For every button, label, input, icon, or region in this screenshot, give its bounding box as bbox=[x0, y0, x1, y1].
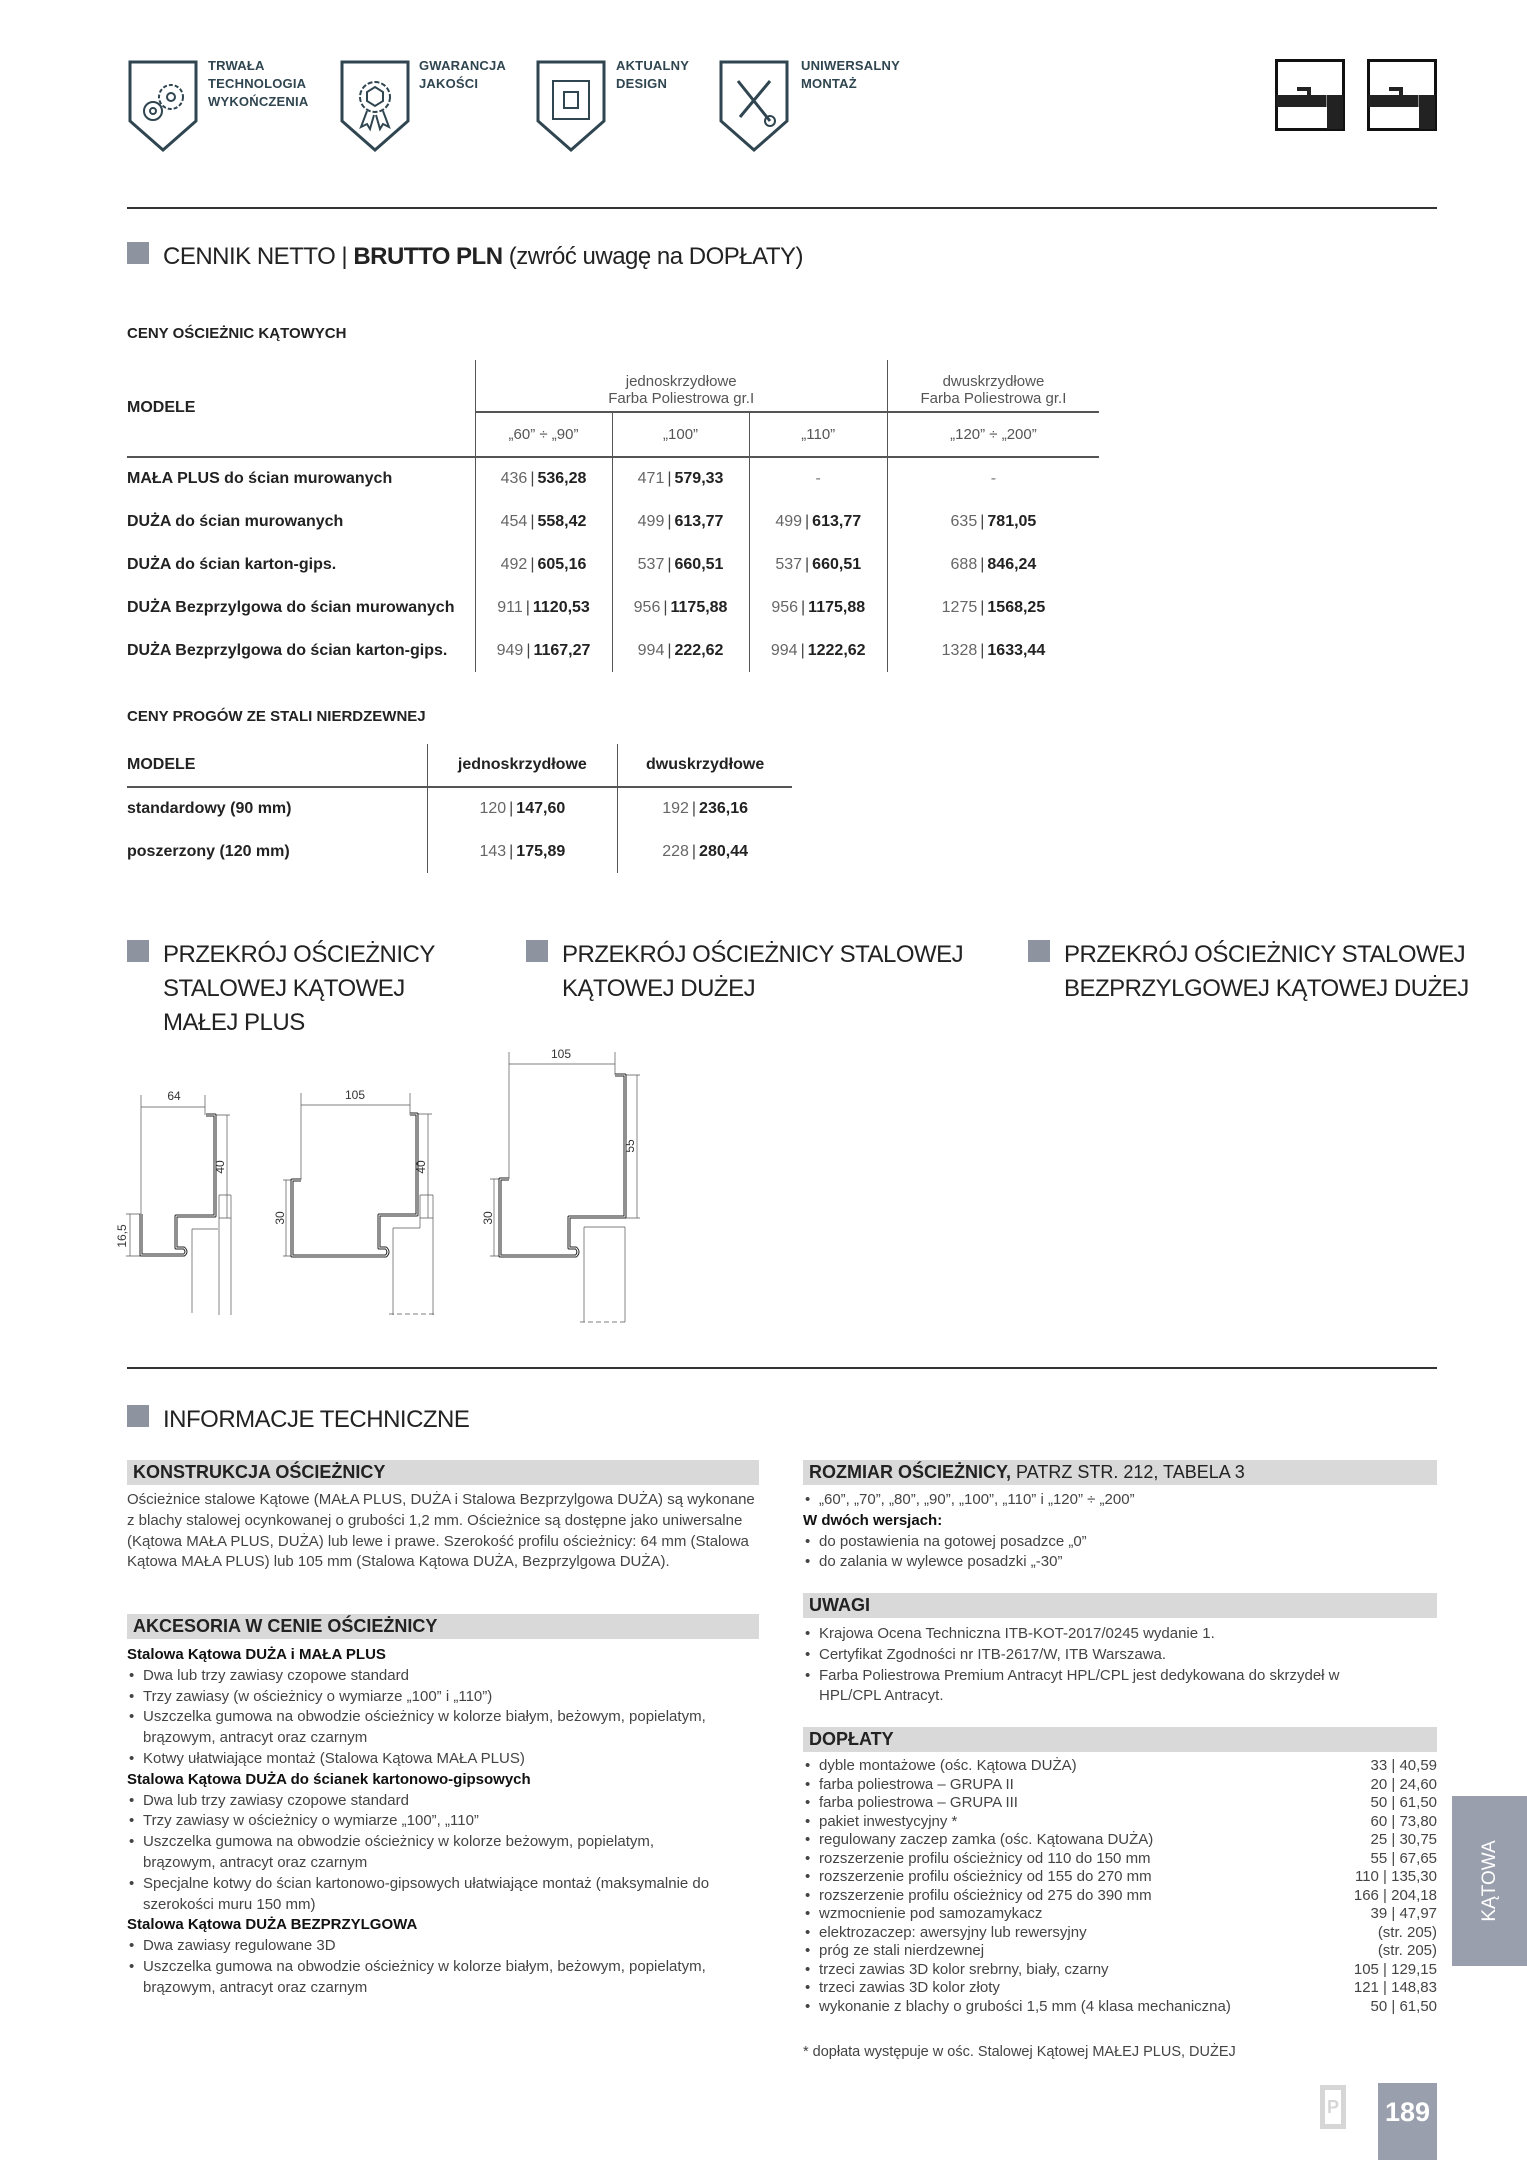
net-price: 120 bbox=[479, 800, 507, 817]
net-price: 956 bbox=[771, 598, 799, 616]
column-header-size: „120” ÷ „200” bbox=[887, 412, 1099, 457]
table-row bbox=[127, 543, 1099, 586]
surcharge-label: • elektrozaczep: awersyjny lub rewersyjny bbox=[819, 1923, 1087, 1941]
surcharge-price: 50 | 61,50 bbox=[1370, 1997, 1437, 2015]
surcharge-row bbox=[803, 1961, 1437, 1980]
surcharge-row bbox=[803, 1924, 1437, 1943]
separator: | bbox=[525, 598, 530, 616]
table-header-row bbox=[127, 744, 792, 787]
gross-price: 1568,25 bbox=[987, 598, 1046, 616]
konstrukcja-header: KONSTRUKCJA OŚCIEŻNICY bbox=[127, 1460, 759, 1485]
konstrukcja-text: Ościeżnice stalowe Kątowe (MAŁA PLUS, DUŻA i Stalowa Bezprzylgowa DUŻA) są wykonane z blachy stalowej ocynkowanej o grubości 1,2 mm. Ościeżnice są dostępne jako uniwersalne (Kątowa MAŁA PLUS, DUŻA) lub lewe i prawe. Szerokość profilu ościeżnicy: 64 mm (Stalowa Kątowa MAŁA PLUS) lub 105 mm (Stalowa Kątowa DUŻA, Bezprzylgowa DUŻA). bbox=[127, 1491, 755, 1571]
surcharge-label: • rozszerzenie profilu ościeżnicy od 275 do 390 mm bbox=[819, 1886, 1152, 1904]
chip-icon bbox=[535, 59, 607, 153]
gross-price: 1120,53 bbox=[532, 598, 590, 616]
dim-width-label: 105 bbox=[344, 1088, 366, 1102]
footnote: * dopłata występuje w ośc. Stalowej Kątowej MAŁEJ PLUS, DUŻEJ bbox=[803, 2044, 1236, 2060]
doplaty-list bbox=[803, 1757, 1437, 2016]
surcharge-price: (str. 205) bbox=[1377, 1923, 1437, 1941]
gross-price: 280,44 bbox=[699, 842, 748, 860]
divider bbox=[127, 207, 1437, 209]
group-heading: Stalowa Kątowa DUŻA i MAŁA PLUS bbox=[127, 1646, 386, 1663]
net-price: 1275 bbox=[941, 598, 978, 616]
separator: | bbox=[980, 598, 985, 616]
list-item: • Dwa lub trzy zawiasy czopowe standard bbox=[127, 1666, 727, 1687]
list-item: • Dwa zawiasy regulowane 3D bbox=[127, 1936, 727, 1957]
gears-icon bbox=[127, 59, 199, 153]
separator: | bbox=[980, 555, 985, 573]
surcharge-label: • trzeci zawias 3D kolor srebrny, biały, czarny bbox=[819, 1960, 1109, 1978]
surcharge-label: • pakiet inwestycyjny * bbox=[819, 1812, 958, 1830]
dim-height-label: 55 bbox=[623, 1139, 637, 1153]
price-cell bbox=[475, 500, 612, 543]
versions-heading: W dwóch wersjach: bbox=[803, 1511, 943, 1529]
column-header-size: „100” bbox=[612, 412, 749, 457]
dim-step-label: 16,5 bbox=[115, 1224, 129, 1248]
tech-info-title: INFORMACJE TECHNICZNE bbox=[127, 1403, 469, 1437]
tools-icon bbox=[718, 59, 790, 153]
surcharge-row bbox=[803, 1850, 1437, 1869]
price-cell bbox=[887, 543, 1099, 586]
gross-price: 846,24 bbox=[987, 555, 1037, 573]
separator: | bbox=[691, 842, 697, 860]
surcharge-label: • farba poliestrowa – GRUPA III bbox=[819, 1794, 1018, 1811]
gross-price: 613,77 bbox=[812, 512, 862, 530]
quality-badge-icon bbox=[339, 59, 411, 153]
surcharge-row bbox=[803, 1905, 1437, 1924]
separator: | bbox=[530, 470, 535, 487]
list-item: • Certyfikat Zgodności nr ITB-2617/W, ITB Warszawa. bbox=[803, 1645, 1403, 1666]
price-cell bbox=[749, 500, 887, 543]
list-item: • Farba Poliestrowa Premium Antracyt HPL/CPL jest dedykowana do skrzydeł w HPL/CPL Antracyt. bbox=[803, 1666, 1403, 1708]
surcharge-row bbox=[803, 1813, 1437, 1832]
gross-price: 1175,88 bbox=[670, 598, 728, 616]
dim-width-label: 105 bbox=[550, 1047, 572, 1061]
price-cell bbox=[475, 457, 612, 500]
surcharge-price: 110 | 135,30 bbox=[1354, 1868, 1437, 1885]
surcharge-price: 33 | 40,59 bbox=[1370, 1757, 1437, 1774]
separator: | bbox=[800, 641, 805, 659]
separator: | bbox=[530, 555, 535, 573]
list-item: • Uszczelka gumowa na obwodzie ościeżnicy w kolorze białym, beżowym, popielatym, brązowym, antracyt oraz czarnym bbox=[127, 1957, 727, 1999]
table-row bbox=[127, 629, 1099, 672]
gross-price: 613,77 bbox=[674, 512, 724, 530]
uwagi-header: UWAGI bbox=[803, 1593, 1437, 1618]
thresholds-table-caption: CENY PROGÓW ZE STALI NIERDZEWNEJ bbox=[127, 708, 426, 725]
surcharge-price: 121 | 148,83 bbox=[1353, 1979, 1437, 1996]
list-item: • Uszczelka gumowa na obwodzie ościeżnicy w kolorze beżowym, popielatym, brązowym, antracyt oraz czarnym bbox=[127, 1832, 727, 1874]
column-header: MODELE bbox=[127, 744, 427, 787]
surcharge-row bbox=[803, 1757, 1437, 1776]
price-cell: - bbox=[749, 457, 887, 500]
separator: | bbox=[805, 555, 810, 573]
list-item: • Specjalne kotwy do ścian kartonowo-gipsowych ułatwiające montaż (maksymalnie do szerokości muru 150 mm) bbox=[127, 1874, 727, 1916]
net-price: 499 bbox=[775, 512, 803, 530]
separator: | bbox=[667, 470, 672, 487]
column-header-size: „60” ÷ „90” bbox=[475, 412, 612, 457]
table-row bbox=[127, 586, 1099, 629]
model-name: standardowy (90 mm) bbox=[127, 800, 292, 817]
feature-label: TRWAŁA TECHNOLOGIA WYKOŃCZENIA bbox=[208, 58, 309, 109]
surcharge-price: 105 | 129,15 bbox=[1353, 1960, 1437, 1978]
separator: | bbox=[509, 800, 514, 817]
surcharge-price: 25 | 30,75 bbox=[1370, 1831, 1437, 1848]
net-price: 688 bbox=[950, 555, 978, 573]
page-number: 189 bbox=[1378, 2083, 1437, 2160]
surcharge-row bbox=[803, 1998, 1437, 2017]
surcharge-label: • regulowany zaczep zamka (ośc. Kątowana DUŻA) bbox=[819, 1831, 1154, 1848]
surcharge-price: 166 | 204,18 bbox=[1353, 1886, 1437, 1904]
model-name: DUŻA do ścian karton-gips. bbox=[127, 555, 337, 573]
net-price: 635 bbox=[950, 512, 978, 530]
surcharge-price: 55 | 67,65 bbox=[1370, 1849, 1437, 1867]
surcharge-label: • próg ze stali nierdzewnej bbox=[819, 1942, 985, 1959]
table-header-row bbox=[127, 360, 1099, 412]
net-price: 537 bbox=[775, 555, 803, 573]
section-tab-label: KĄTOWA bbox=[1478, 1840, 1500, 1922]
separator: | bbox=[663, 598, 668, 616]
group-heading: Stalowa Kątowa DUŻA do ścianek kartonowo-gipsowych bbox=[127, 1770, 531, 1788]
price-cell bbox=[749, 629, 887, 672]
gross-price: 605,16 bbox=[537, 555, 587, 573]
section-title-mala-plus: PRZEKRÓJ OŚCIEŻNICY STALOWEJ KĄTOWEJ MAŁEJ PLUS bbox=[127, 938, 435, 1040]
feature-label: AKTUALNY DESIGN bbox=[616, 58, 690, 91]
price-cell bbox=[612, 500, 749, 543]
column-header-size: „110” bbox=[749, 412, 887, 457]
price-cell bbox=[887, 629, 1099, 672]
price-cell bbox=[749, 543, 887, 586]
net-price: 949 bbox=[496, 641, 524, 659]
price-list-title: CENNIK NETTO | BRUTTO PLN (zwróć uwagę na DOPŁATY) bbox=[127, 240, 803, 274]
gross-price: 236,16 bbox=[699, 800, 748, 817]
dim-height-label: 40 bbox=[213, 1160, 227, 1174]
net-price: 192 bbox=[662, 800, 689, 817]
separator: | bbox=[530, 512, 535, 530]
square-marker bbox=[127, 242, 149, 264]
price-cell bbox=[475, 629, 612, 672]
surcharge-price: 20 | 24,60 bbox=[1370, 1775, 1437, 1793]
price-cell bbox=[612, 457, 749, 500]
gross-price: 1222,62 bbox=[807, 641, 866, 659]
net-price: 499 bbox=[637, 512, 665, 530]
table-row bbox=[127, 830, 792, 873]
net-price: 994 bbox=[637, 641, 665, 659]
section-tab-katowa[interactable] bbox=[1452, 1796, 1527, 1966]
net-price: 956 bbox=[633, 598, 661, 616]
column-header: dwuskrzydłowe bbox=[618, 744, 792, 787]
list-item: • Kotwy ułatwiające montaż (Stalowa Kątowa MAŁA PLUS) bbox=[127, 1749, 727, 1770]
surcharge-row bbox=[803, 1831, 1437, 1850]
list-item: • Dwa lub trzy zawiasy czopowe standard bbox=[127, 1791, 727, 1812]
list-item: • do postawienia na gotowej posadzce „0” bbox=[803, 1532, 1437, 1553]
frames-price-table bbox=[127, 360, 1099, 672]
gross-price: 558,42 bbox=[537, 512, 587, 530]
separator: | bbox=[801, 598, 806, 616]
separator: | bbox=[526, 641, 531, 659]
list-item: • Uszczelka gumowa na obwodzie ościeżnicy w kolorze białym, beżowym, popielatym, brązowym, antracyt oraz czarnym bbox=[127, 1707, 727, 1749]
model-name: MAŁA PLUS do ścian murowanych bbox=[127, 470, 393, 487]
gross-price: 147,60 bbox=[516, 800, 566, 817]
net-price: 471 bbox=[637, 470, 665, 487]
column-header: jednoskrzydłowe bbox=[427, 744, 618, 787]
gross-price: 579,33 bbox=[674, 470, 724, 487]
net-price: 492 bbox=[500, 555, 528, 573]
net-price: 1328 bbox=[941, 641, 978, 659]
dim-step-label: 30 bbox=[273, 1211, 287, 1225]
net-price: 454 bbox=[500, 512, 528, 530]
surcharge-label: • rozszerzenie profilu ościeżnicy od 155 do 270 mm bbox=[819, 1868, 1152, 1885]
price-cell bbox=[749, 586, 887, 629]
feature-label: UNIWERSALNY MONTAŻ bbox=[801, 58, 900, 91]
cross-section-drawings bbox=[115, 1040, 1450, 1340]
gross-price: 222,62 bbox=[674, 641, 724, 659]
separator: | bbox=[509, 842, 514, 860]
column-group-single: jednoskrzydłowe Farba Poliestrowa gr.I bbox=[475, 360, 887, 412]
gross-price: 1167,27 bbox=[533, 641, 591, 659]
thresholds-price-table bbox=[127, 744, 792, 873]
column-group-double: dwuskrzydłowe Farba Poliestrowa gr.I bbox=[887, 360, 1099, 412]
price-cell bbox=[612, 543, 749, 586]
net-price: 228 bbox=[662, 842, 689, 860]
price-cell: - bbox=[887, 457, 1099, 500]
separator: | bbox=[667, 512, 672, 530]
dim-width-label: 64 bbox=[167, 1089, 181, 1103]
divider bbox=[127, 1367, 1437, 1369]
model-name: DUŻA Bezprzylgowa do ścian murowanych bbox=[127, 598, 455, 616]
dim-step-label: 30 bbox=[481, 1211, 495, 1225]
column-header-models: MODELE bbox=[127, 360, 475, 457]
rozmiar-header: ROZMIAR OŚCIEŻNICY, PATRZ STR. 212, TABELA 3 bbox=[803, 1460, 1437, 1485]
price-cell bbox=[475, 543, 612, 586]
surcharge-price: 50 | 61,50 bbox=[1370, 1794, 1437, 1811]
gross-price: 1633,44 bbox=[987, 641, 1046, 659]
price-cell bbox=[427, 830, 618, 873]
separator: | bbox=[667, 555, 672, 573]
surcharge-price: (str. 205) bbox=[1377, 1942, 1437, 1959]
group-heading: Stalowa Kątowa DUŻA BEZPRZYLGOWA bbox=[127, 1916, 418, 1934]
surcharge-row bbox=[803, 1776, 1437, 1795]
gross-price: 1175,88 bbox=[808, 598, 866, 616]
price-cell bbox=[612, 629, 749, 672]
price-cell bbox=[887, 500, 1099, 543]
list-item: • „60”, „70”, „80”, „90”, „100”, „110” i „120” ÷ „200” bbox=[803, 1490, 1437, 1511]
price-cell bbox=[887, 586, 1099, 629]
model-name: DUŻA do ścian murowanych bbox=[127, 512, 344, 530]
surcharge-row bbox=[803, 1942, 1437, 1961]
surcharge-label: • dyble montażowe (ośc. Kątowa DUŻA) bbox=[819, 1757, 1077, 1774]
separator: | bbox=[805, 512, 810, 530]
surcharge-label: • trzeci zawias 3D kolor złoty bbox=[819, 1979, 1000, 1996]
surcharge-label: • wzmocnienie pod samozamykacz bbox=[819, 1905, 1043, 1922]
table-row bbox=[127, 500, 1099, 543]
surcharge-row bbox=[803, 1868, 1437, 1887]
model-name: poszerzony (120 mm) bbox=[127, 842, 290, 860]
dim-height-label: 40 bbox=[414, 1160, 428, 1174]
gross-price: 175,89 bbox=[516, 842, 566, 860]
table-row bbox=[127, 787, 792, 830]
surcharge-price: 60 | 73,80 bbox=[1370, 1812, 1437, 1830]
list-item: • Krajowa Ocena Techniczna ITB-KOT-2017/0245 wydanie 1. bbox=[803, 1624, 1403, 1645]
frame-floor-30-icon bbox=[1367, 59, 1437, 131]
list-item: • Trzy zawiasy (w ościeżnicy o wymiarze „100” i „110”) bbox=[127, 1687, 727, 1708]
uwagi-list bbox=[803, 1624, 1403, 1707]
price-cell bbox=[612, 586, 749, 629]
akcesoria-list bbox=[127, 1645, 727, 1999]
list-item: • do zalania w wylewce posadzki „-30” bbox=[803, 1552, 1437, 1573]
separator: | bbox=[980, 641, 985, 659]
gross-price: 660,51 bbox=[812, 555, 862, 573]
price-cell bbox=[618, 830, 792, 873]
price-cell bbox=[618, 787, 792, 830]
model-name: DUŻA Bezprzylgowa do ścian karton-gips. bbox=[127, 641, 448, 659]
section-title-bezprzylgowa: PRZEKRÓJ OŚCIEŻNICY STALOWEJ BEZPRZYLGOWEJ KĄTOWEJ DUŻEJ bbox=[1028, 938, 1469, 1006]
separator: | bbox=[980, 512, 985, 530]
separator: | bbox=[667, 641, 672, 659]
surcharge-row bbox=[803, 1979, 1437, 1998]
gross-price: 536,28 bbox=[537, 470, 587, 487]
gross-price: 660,51 bbox=[674, 555, 724, 573]
surcharge-row bbox=[803, 1887, 1437, 1906]
brand-logo: P bbox=[1320, 2085, 1346, 2129]
rozmiar-list bbox=[803, 1490, 1437, 1573]
section-title-duza: PRZEKRÓJ OŚCIEŻNICY STALOWEJ KĄTOWEJ DUŻEJ bbox=[526, 938, 963, 1006]
list-item: • Trzy zawiasy w ościeżnicy o wymiarze „100”, „110” bbox=[127, 1811, 727, 1832]
surcharge-label: • wykonanie z blachy o grubości 1,5 mm (4 klasa mechaniczna) bbox=[819, 1997, 1231, 2015]
price-cell bbox=[427, 787, 618, 830]
feature-label: GWARANCJA JAKOŚCI bbox=[419, 58, 507, 91]
net-price: 994 bbox=[770, 641, 798, 659]
net-price: 143 bbox=[479, 842, 507, 860]
surcharge-price: 39 | 47,97 bbox=[1370, 1905, 1437, 1922]
price-cell bbox=[475, 586, 612, 629]
net-price: 436 bbox=[500, 470, 528, 487]
separator: | bbox=[691, 800, 697, 817]
frames-table-caption: CENY OŚCIEŻNIC KĄTOWYCH bbox=[127, 325, 347, 342]
net-price: 911 bbox=[497, 598, 523, 616]
surcharge-label: • rozszerzenie profilu ościeżnicy od 110 do 150 mm bbox=[819, 1849, 1151, 1867]
surcharge-row bbox=[803, 1794, 1437, 1813]
table-row bbox=[127, 457, 1099, 500]
gross-price: 781,05 bbox=[987, 512, 1037, 530]
surcharge-label: • farba poliestrowa – GRUPA II bbox=[819, 1775, 1014, 1793]
frame-floor-0-icon bbox=[1275, 59, 1345, 131]
doplaty-header: DOPŁATY bbox=[803, 1727, 1437, 1752]
akcesoria-header: AKCESORIA W CENIE OŚCIEŻNICY bbox=[127, 1614, 759, 1639]
net-price: 537 bbox=[637, 555, 665, 573]
